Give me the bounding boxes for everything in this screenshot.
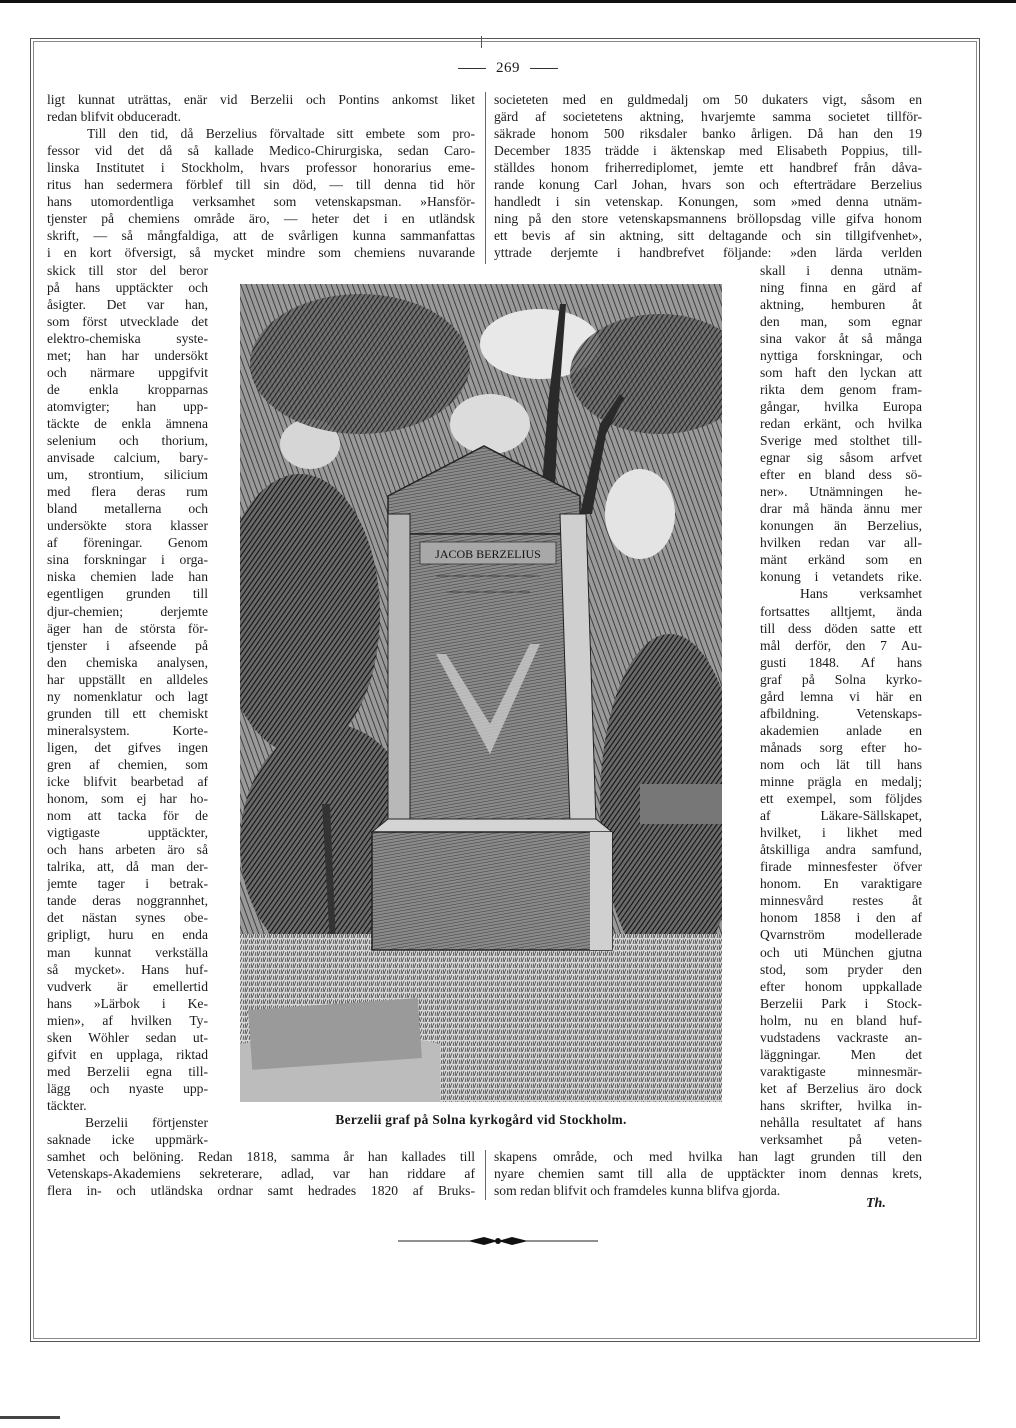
text-line: som redan blifvit och framdeles kunna blifva gjorda.: [494, 1183, 781, 1199]
text-line: efter en bland dess sö-: [760, 467, 922, 483]
text-line: till dess döden satte ett: [760, 620, 922, 636]
text-line: sina forskningar i orga-: [47, 552, 208, 568]
text-line: vudstadens vackraste an-: [760, 1029, 922, 1045]
text-line: Vetenskaps-Akademiens sekreterare, adlad, var han riddare af: [47, 1166, 475, 1182]
text-line: så mycket». Hans huf-: [47, 961, 208, 977]
text-line: anvisade calcium, bary-: [47, 450, 208, 466]
grave-engraving: [240, 284, 722, 1102]
text-line: December 1835 trädde i äktenskap med Elisabeth Poppius, till-: [494, 143, 922, 159]
text-line: ställdes honom friherrediplomet, jemte ett handbref från dåva-: [494, 160, 922, 176]
text-line: ligt kunnat uträttas, enär vid Berzelii och Pontins ankomst liket: [47, 92, 475, 107]
text-line: verksamhet på veten-: [760, 1132, 922, 1148]
text-line: aktning, hemburen åt: [760, 296, 922, 312]
text-line: tande deras noggrannhet,: [47, 893, 208, 909]
text-line: selenium och thorium,: [47, 433, 208, 448]
text-line: sken Wöhler sedan ut-: [47, 1029, 208, 1045]
text-line: rikta dem genom fram-: [760, 381, 922, 397]
text-line: gusti 1848. Af hans: [760, 654, 922, 670]
column-separator-bottom: [485, 1150, 486, 1200]
text-line: lägg och nyaste upp-: [47, 1080, 208, 1096]
text-line: honom 1858 i den af: [760, 910, 922, 926]
text-line: som först utvecklade det: [47, 313, 208, 329]
text-line: har uppställt en alldeles: [47, 671, 208, 687]
text-line: Qvarnström modellerade: [760, 927, 922, 943]
text-line: undersökte stora klasser: [47, 518, 208, 534]
text-line: ner». Utnämningen he-: [760, 484, 922, 500]
text-line: de enkla kropparnas: [47, 381, 208, 397]
text-line: grunden till ett chemiskt: [47, 705, 208, 721]
text-line: konung i vetandets rike.: [760, 569, 922, 585]
text-line: minnesvård restes åt: [760, 893, 922, 909]
text-line: af Läkare-Sällskapet,: [760, 808, 922, 824]
text-line: minne prägla en medalj;: [760, 774, 922, 789]
page-number-text: 269: [496, 60, 520, 76]
text-line: hvilket, i likhet med: [760, 825, 922, 841]
text-line: ket af Berzelius äro dock: [760, 1080, 922, 1096]
text-line: tjenster på chemiens område äro, — heter det i en utländsk: [47, 211, 475, 227]
text-line: konungen än Berzelius,: [760, 518, 922, 534]
text-line: säkrade honom 500 riksdaler banko årligen. Då han den 19: [494, 126, 922, 142]
text-line: jemte tager i betrak-: [47, 876, 208, 892]
text-line: man kunnat verkställa: [47, 944, 208, 960]
text-line: bland metallerna och: [47, 501, 208, 517]
text-line: societeten med en guldmedalj om 50 dukaters vigt, såsom en: [494, 92, 922, 107]
text-line: täckter.: [47, 1097, 87, 1113]
text-line: tjenster i afseende på: [47, 637, 208, 653]
text-line: gård lemna vi här en: [760, 688, 922, 704]
text-line: hans utomordentliga verksamhet som vetenskapsman. »Hansför-: [47, 194, 475, 210]
text-line: djur-chemien; derjemte: [47, 603, 208, 619]
text-line: den man, som egnar: [760, 313, 922, 329]
text-line: ning finna en gärd af: [760, 279, 922, 295]
header-center-tick: [481, 36, 482, 48]
text-line: skapens område, och med hvilka han lagt grunden till den: [494, 1149, 922, 1164]
text-line: äger han de största för-: [47, 620, 208, 636]
text-line: stod, som pryder den: [760, 961, 922, 977]
text-line: skall i denna utnäm-: [760, 262, 922, 278]
text-line: gren af chemien, som: [47, 756, 208, 772]
text-line: den chemiska analysen,: [47, 654, 208, 670]
text-line: gångar, hvilka Europa: [760, 398, 922, 414]
text-line: efter honom uppkallade: [760, 978, 922, 994]
text-line: nom att tacka för de: [47, 808, 208, 824]
text-line: gripligt, huru en enda: [47, 927, 208, 943]
page-number: [0, 60, 1016, 77]
text-line: nom och lät till hans: [760, 756, 922, 772]
text-line: honom. En varaktigare: [760, 876, 922, 892]
text-line: gifvit en upplaga, riktad: [47, 1046, 208, 1062]
stone-inscription: JACOB BERZELIUS: [435, 547, 541, 561]
text-line: Berzelii Park i Stock-: [760, 995, 922, 1011]
text-line: ritus han sedermera förblef till sin död, — till denna tid hör: [47, 177, 475, 193]
text-line: läggningar. Men det: [760, 1046, 922, 1062]
text-line: vudverk är emellertid: [47, 978, 208, 994]
text-line: ligen, det gifves ingen: [47, 739, 208, 755]
text-line: handledt i sin vetenskap. Konungen, som »med denna utnäm-: [494, 194, 922, 210]
text-line: elektro-chemiska syste-: [47, 330, 208, 346]
text-line: afbildning. Vetenskaps-: [760, 705, 922, 721]
text-line: firade minnesfester öfver: [760, 859, 922, 875]
text-line: med flera deras rum: [47, 484, 208, 500]
column-separator-top: [485, 92, 486, 264]
text-line: mien», af hvilken Ty-: [47, 1012, 208, 1028]
text-line: graf på Solna kyrko-: [760, 671, 922, 687]
text-line: af föreningar. Genom: [47, 535, 208, 551]
text-line: på hans upptäckter och: [47, 279, 208, 295]
text-line: skick till stor del beror: [47, 262, 208, 278]
text-line: rande konung Carl Johan, hvars son och efterträdare Berzelius: [494, 177, 922, 193]
text-line: sina vakor åt så många: [760, 330, 922, 346]
text-line: holm, nu en bland huf-: [760, 1012, 922, 1028]
author-signature: Th.: [866, 1196, 886, 1211]
text-line: samhet och belöning. Redan 1818, samma år han kallades till: [47, 1149, 475, 1164]
text-line: egnar sig såsom arfvet: [760, 450, 922, 466]
text-line: med Berzelii egna till-: [47, 1063, 208, 1079]
text-line: åtskilliga andra samfund,: [760, 842, 922, 858]
text-line: Sverige med stolthet till-: [760, 433, 922, 448]
text-line: hans »Lärbok i Ke-: [47, 995, 208, 1011]
text-line: ett exempel, som följdes: [760, 791, 922, 807]
text-line: och uti München gjutna: [760, 944, 922, 960]
text-line: flera in- och utländska ordnar samt hedrades 1820 af Bruks-: [47, 1183, 475, 1199]
text-line: redan blifvit obduceradt.: [47, 109, 181, 125]
text-line: mineralsystem. Korte-: [47, 722, 208, 738]
text-line: vigtigaste upptäckter,: [47, 825, 208, 841]
text-line: hvilken redan var all-: [760, 535, 922, 551]
text-line: mål derför, den 7 Au-: [760, 637, 922, 653]
text-line: skrift, — så mångfaldiga, att de svårligen kunna sammanfattas: [47, 228, 475, 244]
text-line: drar må hända ännu mer: [760, 501, 922, 517]
text-line: honom, som ej har ho-: [47, 791, 208, 807]
end-ornament: [398, 1233, 598, 1249]
text-line: atomvigter; han upp-: [47, 398, 208, 414]
text-line: nyttiga forskningar, och: [760, 347, 922, 363]
text-line: gärd af societetens aktning, hvarjemte samma societet tillför-: [494, 109, 922, 125]
text-line: met; han har undersökt: [47, 347, 208, 363]
scan-edge-mark: [0, 1416, 60, 1419]
text-line: egentligen grunden till: [47, 586, 208, 602]
text-line: niska chemien lade han: [47, 569, 208, 585]
text-line: Hans verksamhet: [800, 586, 922, 602]
top-rule: [0, 0, 1016, 3]
text-line: akademien anlade en: [760, 722, 922, 738]
text-line: redan erkänt, och hvilka: [760, 415, 922, 431]
text-line: täckte de enkla ämnena: [47, 415, 208, 431]
text-line: och närmare uppgifvit: [47, 364, 208, 380]
text-line: ny nomenklatur och lagt: [47, 688, 208, 704]
page-number-dash-left: [458, 68, 486, 69]
text-line: som haft den lyckan att: [760, 364, 922, 380]
text-line: nyare chemien samt till alla de upptäckter inom dennas krets,: [494, 1166, 922, 1182]
text-line: icke blifvit bearbetad af: [47, 774, 208, 789]
text-line: yttrade derjemte i handbrefvet följande: »den lärda verlden: [494, 245, 922, 261]
text-line: månads sorg efter ho-: [760, 739, 922, 755]
text-line: Berzelii förtjenster: [85, 1115, 208, 1130]
text-line: varaktigaste minnesmär-: [760, 1063, 922, 1079]
text-line: ning på den store vetenskapsmannens bröllopsdag ville gifva honom: [494, 211, 922, 227]
text-line: um, strontium, silicium: [47, 467, 208, 483]
text-line: det nästan synes obe-: [47, 910, 208, 926]
text-line: och hans arbeten äro så: [47, 842, 208, 858]
page-number-dash-right: [530, 68, 558, 69]
text-line: linska Institutet i Stockholm, hvars professor honorarius eme-: [47, 160, 475, 176]
text-line: ett bevis af sin aktning, sitt deltagande och sin tillgifvenhet»,: [494, 228, 922, 244]
text-line: i en kort öfversigt, så mycket mindre som chemiens nuvarande: [47, 245, 475, 261]
text-line: mänt erkänd som en: [760, 552, 922, 568]
text-line: hans skrifter, hvilka in-: [760, 1097, 922, 1113]
text-line: nehålla resultatet af hans: [760, 1115, 922, 1130]
text-line: fortsattes alltjemt, ända: [760, 603, 922, 619]
text-line: åsigter. Det var han,: [47, 296, 208, 312]
text-line: talrika, att, då man der-: [47, 859, 208, 875]
figure-caption: Berzelii graf på Solna kyrkogård vid Stockholm.: [335, 1112, 627, 1127]
text-line: fessor vid det då så kallade Medico-Chirurgiska, sedan Caro-: [47, 143, 475, 159]
text-line: saknade icke uppmärk-: [47, 1132, 208, 1148]
text-line: Till den tid, då Berzelius förvaltade sitt embete som pro-: [87, 126, 475, 142]
